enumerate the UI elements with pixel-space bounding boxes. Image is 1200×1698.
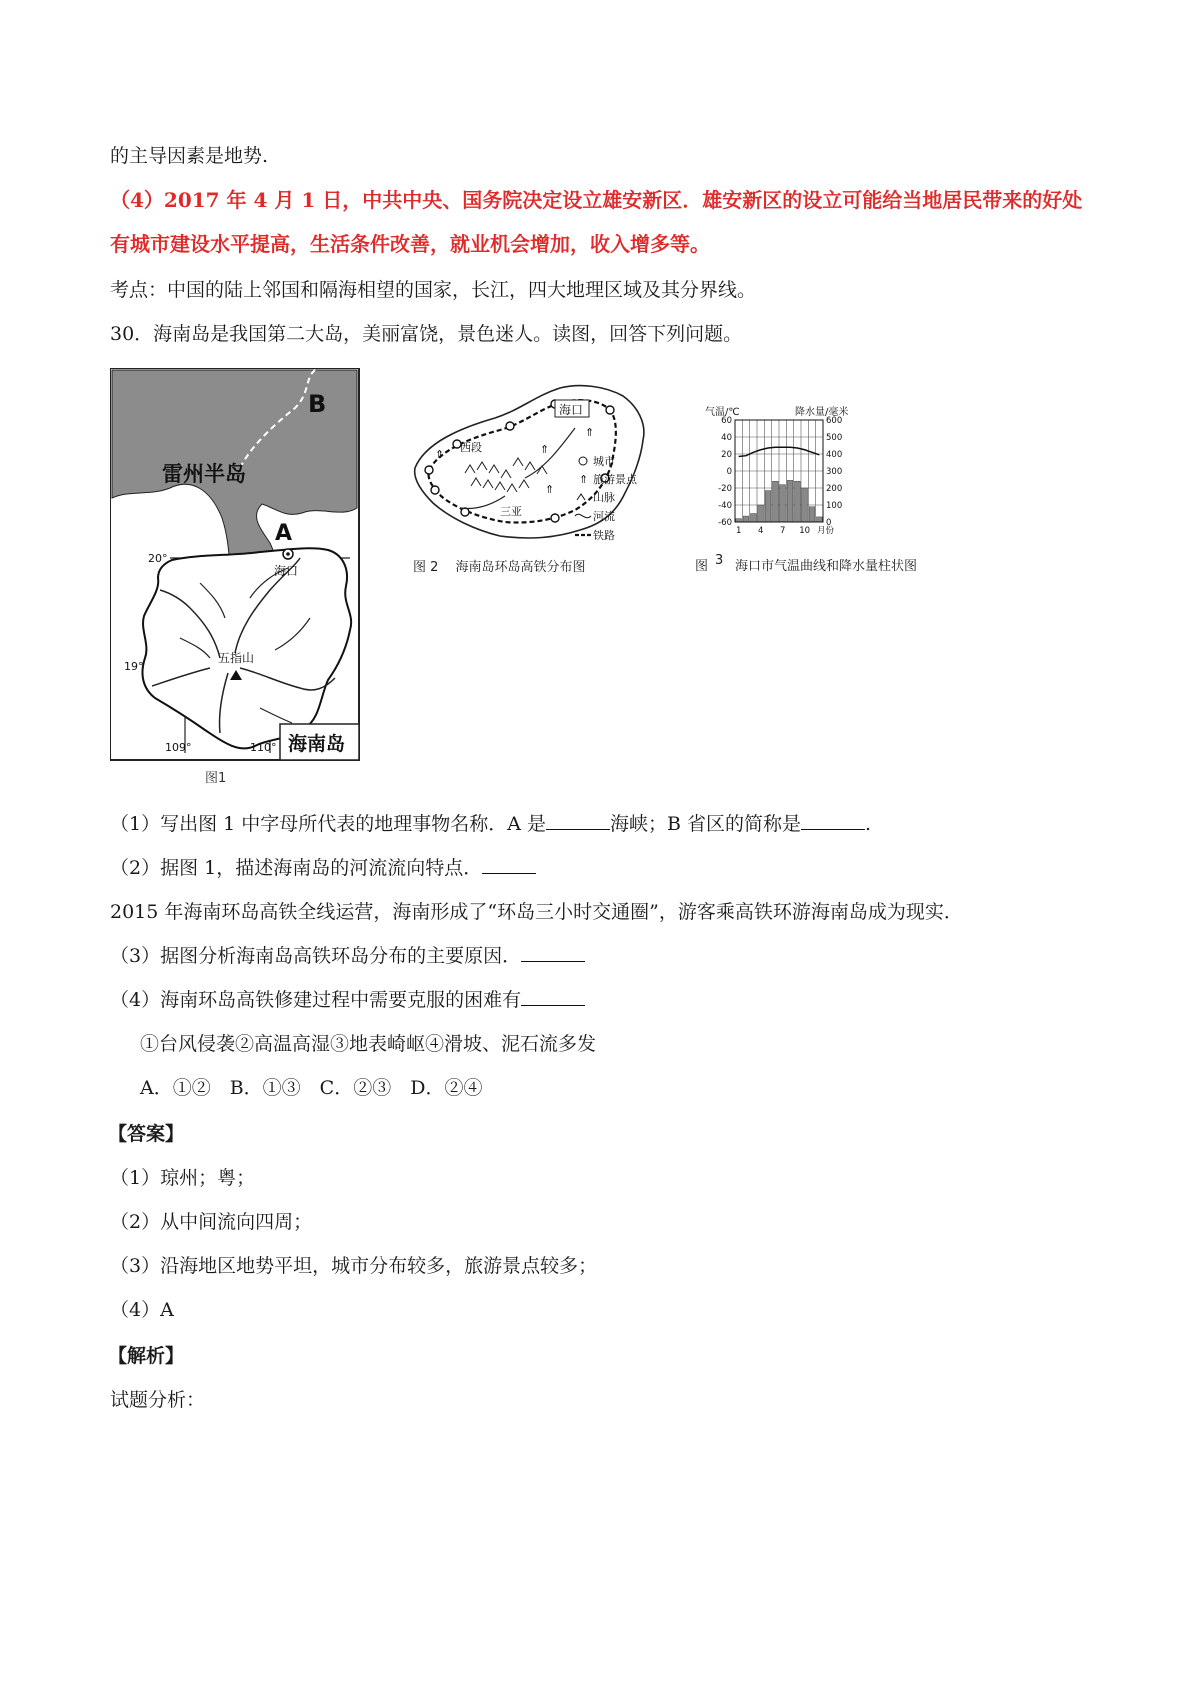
q2-text: （2）据图 1，描述海南岛的河流流向特点． (110, 857, 483, 879)
temp-tick: -60 (718, 518, 732, 528)
label-b: B (308, 390, 327, 418)
label-a: A (275, 521, 293, 546)
month-label: 月份 (817, 526, 835, 536)
precip-bar (765, 491, 771, 522)
answer-heading: 【答案】 (108, 1123, 185, 1145)
label-lon109: 109° (165, 741, 192, 754)
figure-3-climate-chart (695, 400, 955, 580)
svg-text:⇑: ⇑ (585, 426, 595, 439)
intro-2015: 2015 年海南环岛高铁全线运营，海南形成了“环岛三小时交通圈”，游客乘高铁环游海南岛成为现实． (110, 901, 963, 923)
fig3-caption-pre: 图 (695, 559, 709, 574)
question-2 (110, 854, 536, 882)
month-tick: 1 (735, 526, 742, 536)
q3-text: （3）据图分析海南岛高铁环岛分布的主要原因． (110, 945, 522, 967)
svg-text:⇑: ⇑ (579, 473, 589, 486)
answer-blank (801, 811, 865, 830)
precip-tick: 600 (826, 416, 843, 426)
precip-tick: 200 (826, 484, 843, 494)
q4-text: （4）海南环岛高铁修建过程中需要克服的困难有 (110, 989, 522, 1011)
highlight-line: （4）2017 年 4 月 1 日，中共中央、国务院决定设立雄安新区．雄安新区的设立可能给当地居民带来的好处 (110, 188, 1083, 212)
label-hainan: 海南岛 (288, 733, 346, 755)
q4-items: ①台风侵袭②高温高湿③地表崎岖④滑坡、泥石流多发 (140, 1033, 597, 1055)
temp-tick: -20 (718, 484, 732, 494)
question-4 (110, 986, 585, 1014)
answer-3: （3）沿海地区地势平坦，城市分布较多，旅游景点较多； (110, 1255, 598, 1277)
precip-bar (772, 481, 778, 522)
label-wuzhishan: 五指山 (218, 651, 255, 665)
precip-bar (816, 517, 822, 522)
temp-tick: 0 (726, 467, 732, 477)
precip-bar (787, 480, 793, 522)
figure-2-caption: 图 2 海南岛环岛高铁分布图 (413, 560, 586, 575)
answer-blank (546, 811, 610, 830)
month-tick: 10 (799, 526, 811, 536)
precip-tick: 400 (826, 450, 843, 460)
question-1 (110, 810, 871, 838)
kaodian-line: 考点：中国的陆上邻国和隔海相望的国家，长江，四大地理区域及其分界线。 (110, 279, 757, 301)
q1-text-c: . (865, 813, 872, 835)
fig3-caption-num: 3 (715, 553, 724, 568)
fig2-label-sanya: 三亚 (500, 505, 522, 518)
legend-rail: 铁路 (593, 529, 615, 542)
precip-bar (743, 516, 749, 522)
temp-tick: 20 (721, 450, 732, 460)
precip-bar (780, 485, 786, 522)
answer-blank (521, 943, 585, 962)
fig2-label-haikou: 海口 (559, 403, 584, 417)
precip-bar (758, 505, 764, 522)
legend-mountain: 山脉 (593, 491, 615, 504)
legend-river: 河流 (593, 510, 615, 523)
answer-1: （1）琼州；粤； (110, 1167, 256, 1189)
precip-tick: 0 (826, 518, 832, 528)
month-tick: 4 (757, 526, 764, 536)
question-30-stem: 30．海南岛是我国第二大岛，美丽富饶，景色迷人。读图，回答下列问题。 (110, 323, 743, 345)
answer-blank (482, 855, 536, 874)
legend-city: 城市 (593, 455, 615, 468)
precip-bar (802, 488, 808, 522)
month-tick: 7 (779, 526, 786, 536)
answer-2: （2）从中间流向四周； (110, 1211, 313, 1233)
analysis-sub: 试题分析： (110, 1389, 206, 1411)
label-leizhou: 雷州半岛 (162, 462, 246, 486)
highlight-line: 有城市建设水平提高，生活条件改善，就业机会增加，收入增多等。 (110, 232, 710, 256)
fig3-temp-label: 气温/℃ (705, 407, 740, 418)
temp-tick: 60 (721, 416, 732, 426)
label-lon110: 110° (250, 741, 277, 754)
temp-tick: -40 (718, 501, 732, 511)
label-haikou: 海口 (274, 564, 299, 578)
q4-options: A．①② B．①③ C．②③ D．②④ (140, 1077, 483, 1099)
fig2-label-xiduan: 西段 (460, 441, 482, 454)
precip-tick: 300 (826, 467, 843, 477)
precip-bar (736, 519, 742, 522)
question-3 (110, 942, 585, 970)
svg-text:⇑: ⇑ (545, 483, 555, 496)
analysis-heading: 【解析】 (108, 1345, 185, 1367)
precip-bar (750, 514, 756, 523)
precip-tick: 100 (826, 501, 843, 511)
precip-bar (809, 507, 815, 522)
answer-blank (521, 987, 585, 1006)
legend-tourist: 旅游景点 (593, 473, 637, 486)
text-line: 的主导因素是地势. (110, 145, 269, 167)
fig3-precip-label: 降水量/毫米 (795, 407, 849, 418)
temp-tick: 40 (721, 433, 732, 443)
figure-1-caption: 图1 (205, 771, 227, 786)
svg-text:⇑: ⇑ (540, 443, 550, 456)
precip-bar (794, 481, 800, 522)
q1-text-b: 海峡；B 省区的简称是 (610, 813, 802, 835)
figure-1-map (110, 368, 375, 788)
figure-2-rail-map (405, 378, 675, 583)
answer-4: （4）A (110, 1299, 174, 1321)
q1-text-a: （1）写出图 1 中字母所代表的地理事物名称．A 是 (110, 813, 547, 835)
svg-text:⇑: ⇑ (435, 448, 445, 461)
fig3-caption: 海口市气温曲线和降水量柱状图 (735, 559, 918, 574)
label-lat20: 20° (148, 552, 168, 565)
label-lat19: 19° (124, 660, 144, 673)
precip-tick: 500 (826, 433, 843, 443)
